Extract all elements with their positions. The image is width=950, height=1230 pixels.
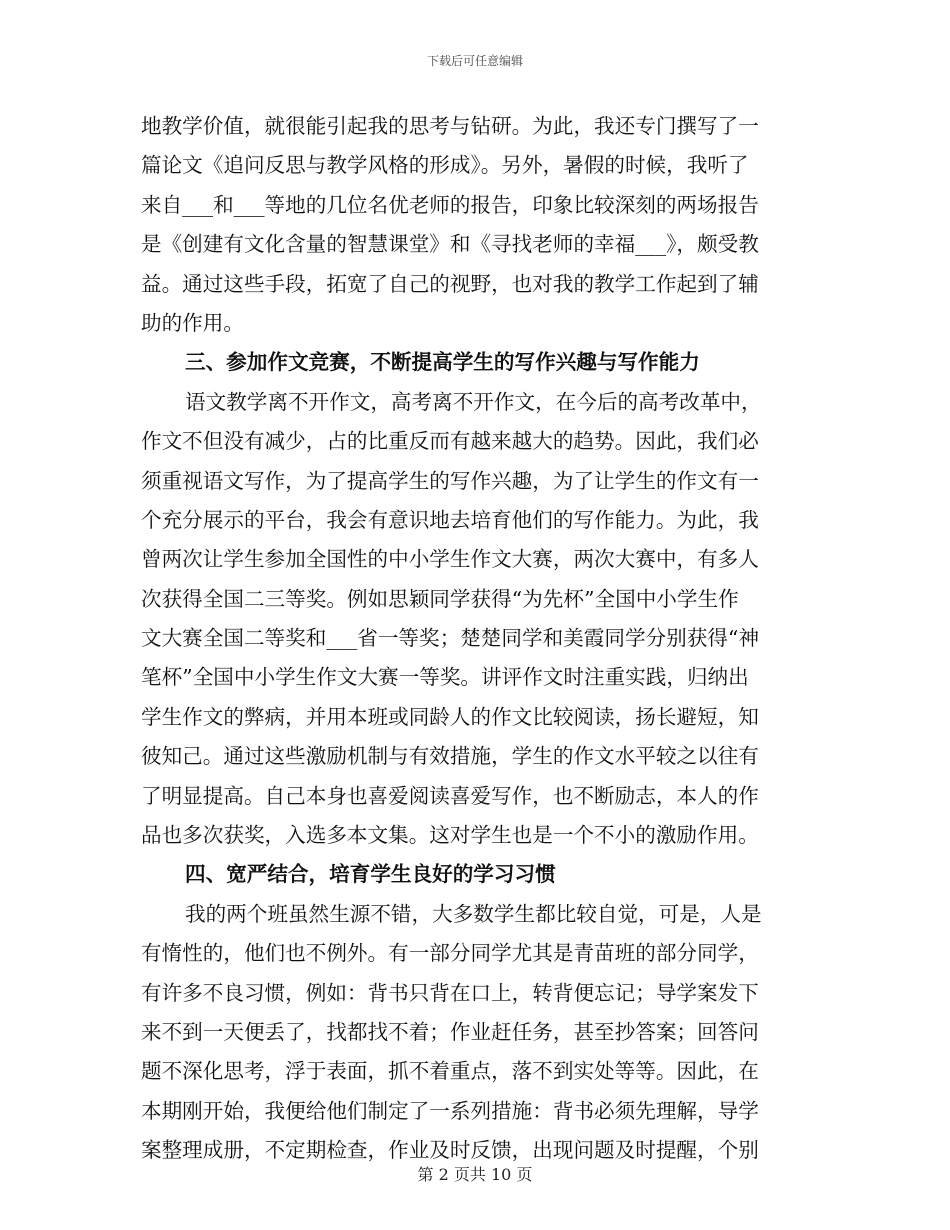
text-line: 曾两次让学生参加全国性的中小学生作文大赛，两次大赛中，有多人: [141, 547, 759, 572]
header-note: 下载后可任意编辑: [426, 54, 523, 68]
text-line: 了明显提高。自己本身也喜爱阅读喜爱写作，也不断励志，本人的作: [141, 783, 759, 808]
text-line: 品也多次获奖，入选多本文集。这对学生也是一个不小的激励作用。: [141, 823, 759, 848]
text-line: 篇论文《追问反思与教学风格的形成》。另外，暑假的时候，我听了: [141, 153, 749, 178]
text-line: 须重视语文写作，为了提高学生的写作兴趣，为了让学生的作文有一: [141, 468, 759, 493]
section-heading-four: 四、宽严结合，培育学生良好的学习习惯: [185, 862, 556, 887]
page-number: 第 2 页共 10 页: [417, 1165, 533, 1184]
text-line: 有惰性的，他们也不例外。有一部分同学尤其是青苗班的部分同学，: [141, 941, 759, 966]
text-line: 次获得全国二三等奖。例如思颖同学获得“为先杯”全国中小学生作: [141, 586, 739, 611]
text-line: 本期刚开始，我便给他们制定了一系列措施：背书必须先理解，导学: [141, 1098, 759, 1123]
text-line: 助的作用。: [141, 310, 244, 335]
text-line: 作文不但没有减少，占的比重反而有越来越大的趋势。因此，我们必: [141, 429, 759, 454]
text-line: 案整理成册，不定期检查，作业及时反馈，出现问题及时提醒，个别: [141, 1138, 759, 1163]
text-line: 有许多不良习惯，例如：背书只背在口上，转背便忘记；导学案发下: [141, 980, 759, 1005]
paragraph-start: 语文教学离不开作文，高考离不开作文，在今后的高考改革中，: [185, 389, 762, 414]
text-line: 文大赛全国二等奖和___省一等奖；楚楚同学和美霞同学分别获得“神: [141, 626, 760, 651]
section-heading-three: 三、参加作文竞赛，不断提高学生的写作兴趣与写作能力: [185, 350, 700, 375]
body-text: [141, 107, 806, 1171]
text-line: 笔杯”全国中小学生作文大赛一等奖。讲评作文时注重实践，归纳出: [141, 665, 749, 690]
text-line: 彼知己。通过这些激励机制与有效措施，学生的作文水平较之以往有: [141, 744, 759, 769]
text-line: 地教学价值，就很能引起我的思考与钻研。为此，我还专门撰写了一: [141, 114, 759, 138]
text-line: 来不到一天便丢了，找都找不着；作业赶任务，甚至抄答案；回答问: [141, 1019, 759, 1044]
text-line: 益。通过这些手段，拓宽了自己的视野，也对我的教学工作起到了辅: [141, 271, 759, 296]
text-line: 题不深化思考，浮于表面，抓不着重点，落不到实处等等。因此，在: [141, 1059, 759, 1084]
paragraph-start: 我的两个班虽然生源不错，大多数学生都比较自觉，可是，人是: [185, 901, 762, 926]
text-line: 来自___和___等地的几位名优老师的报告，印象比较深刻的两场报告: [141, 192, 759, 217]
text-line: 个充分展示的平台，我会有意识地去培育他们的写作能力。为此，我: [141, 507, 759, 532]
text-line: 是《创建有文化含量的智慧课堂》和《寻找老师的幸福___》，颇受教: [141, 232, 759, 257]
text-line: 学生作文的弊病，并用本班或同龄人的作文比较阅读，扬长避短，知: [141, 704, 759, 729]
